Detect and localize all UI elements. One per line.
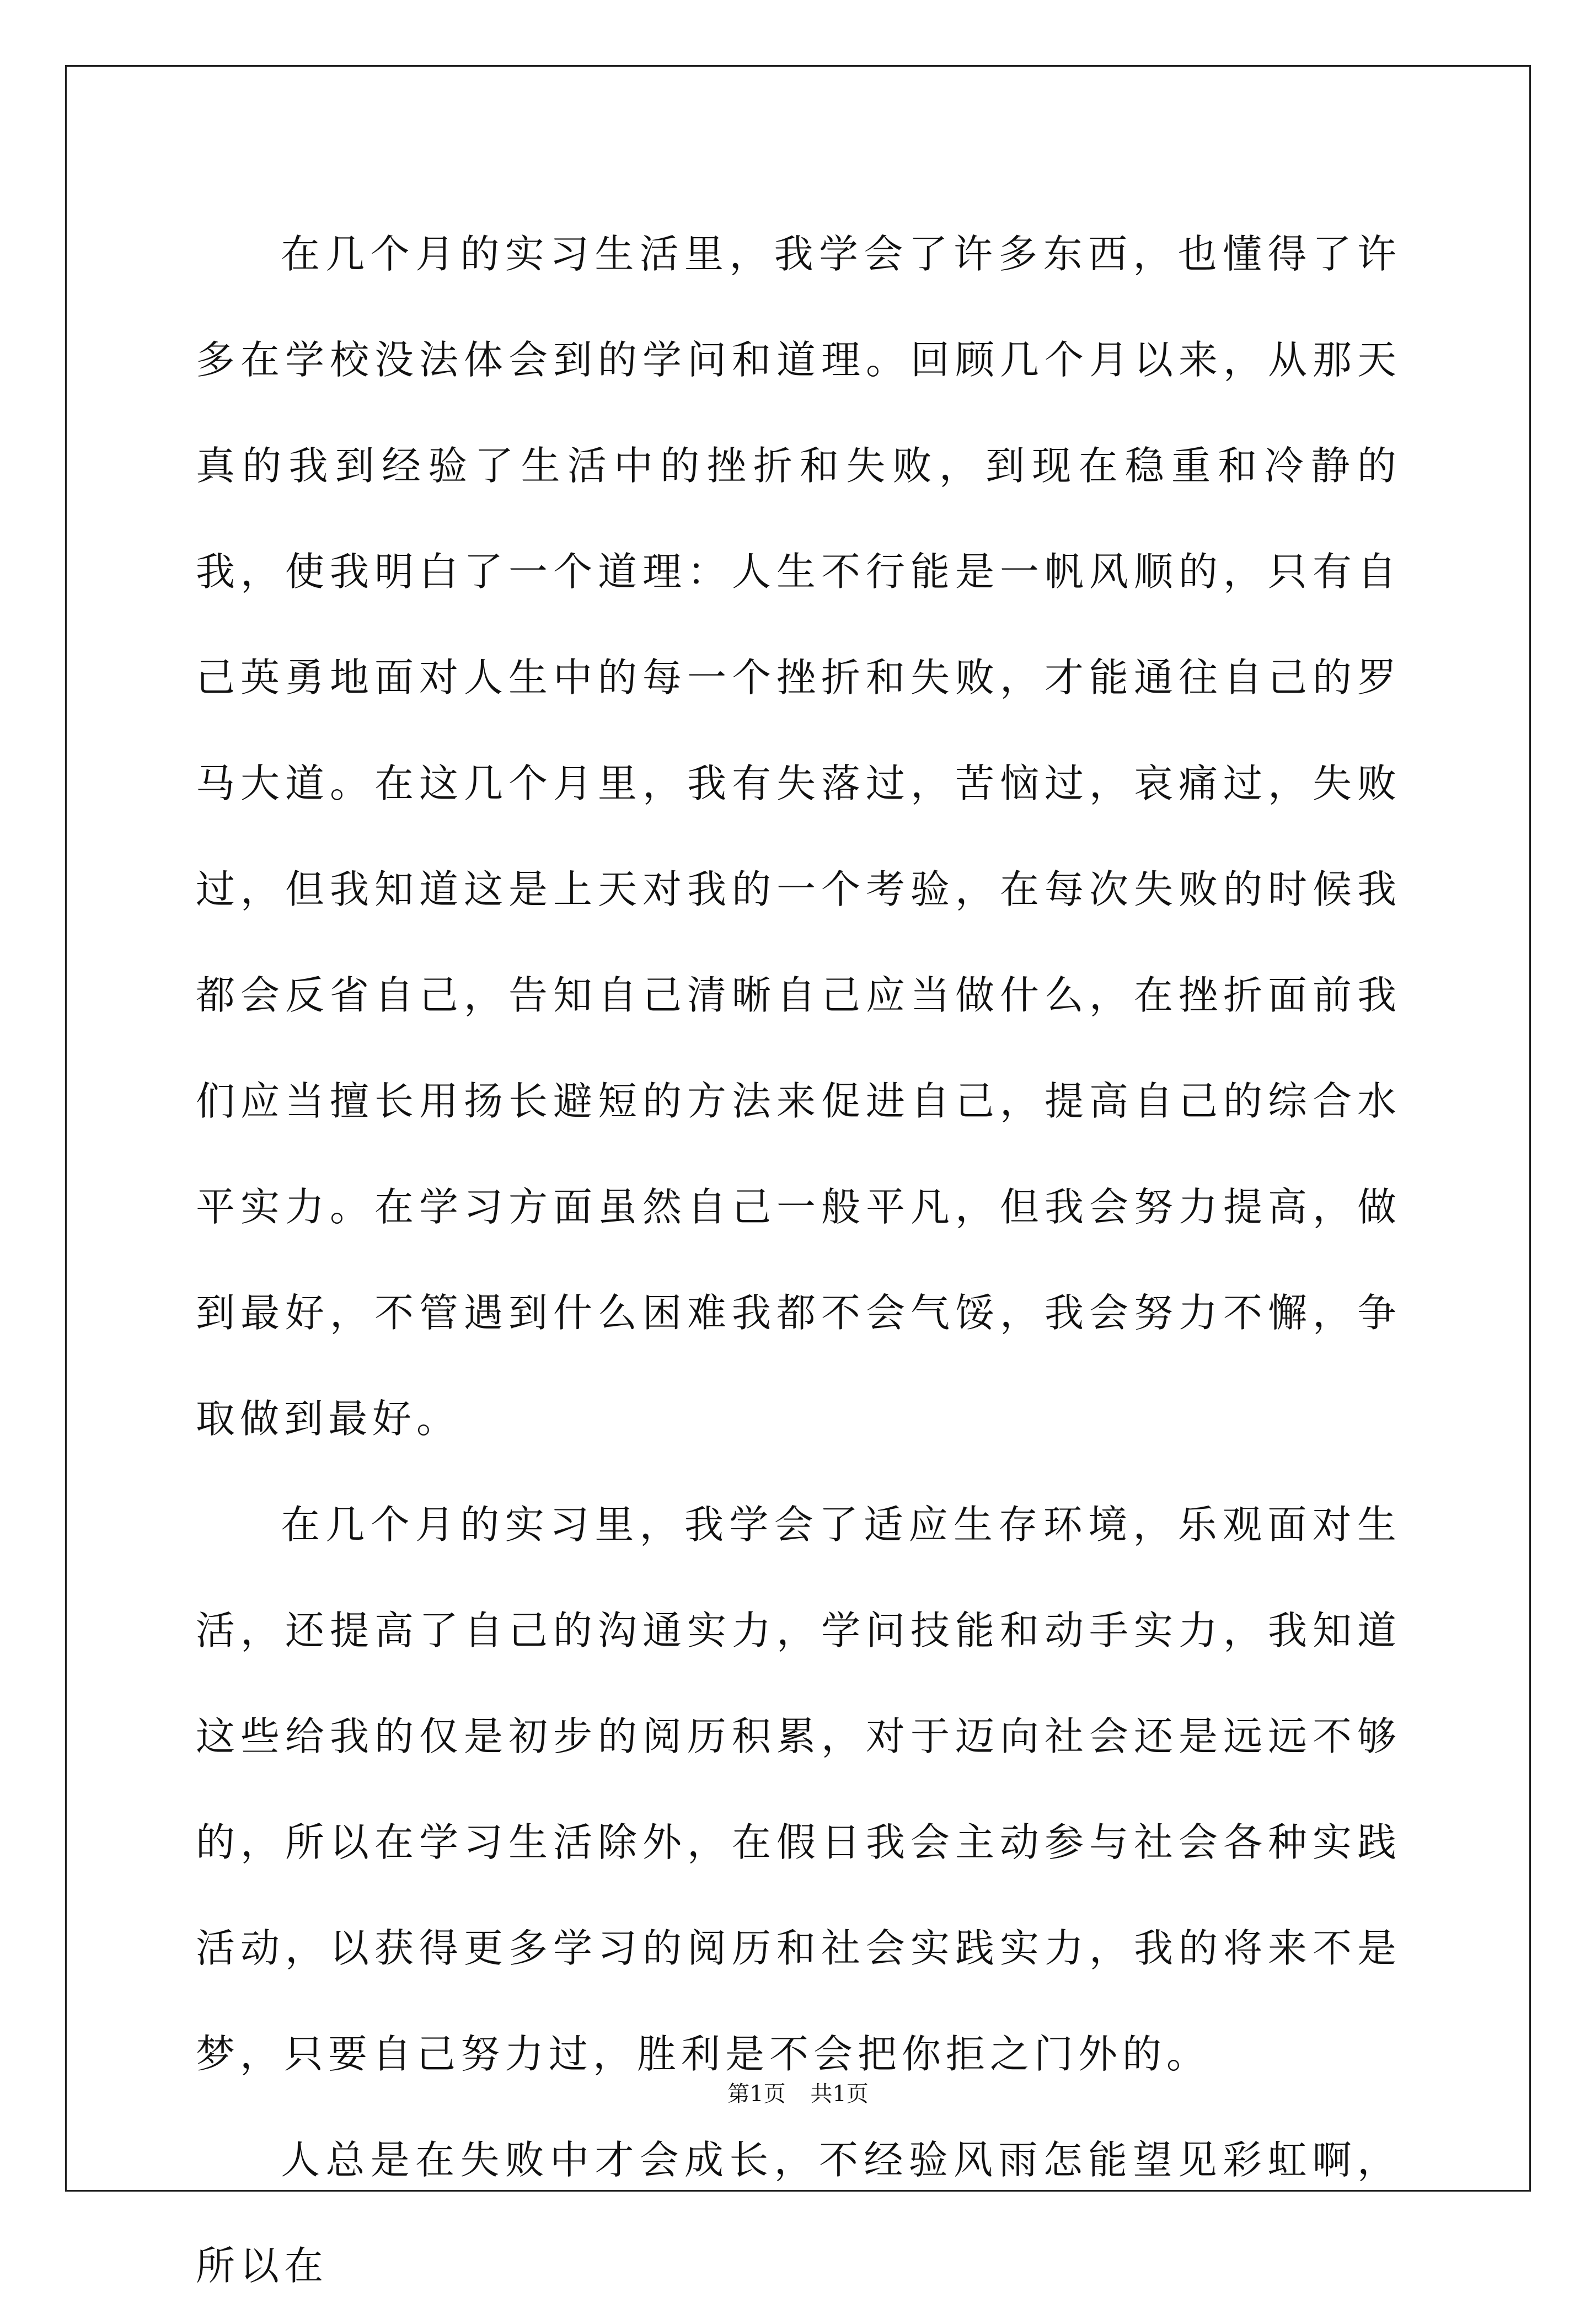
paragraph-1: 在几个月的实习生活里，我学会了许多东西，也懂得了许多在学校没法体会到的学问和道理。回顾几个月以来，从那天真的我到经验了生活中的挫折和失败，到现在稳重和冷静的我，使我明白了一个道理：人生不行能是一帆风顺的，只有自己英勇地面对人生中的每一个挫折和失败，才能通往自己的罗马大道。在这几个月里，我有失落过，苦恼过，哀痛过，失败过，但我知道这是上天对我的一个考验，在每次失败的时候我都会反省自己，告知自己清晰自己应当做什么，在挫折面前我们应当擅长用扬长避短的方法来促进自己，提高自己的综合水平实力。在学习方面虽然自己一般平凡，但我会努力提高，做到最好，不管遇到什么困难我都不会气馁，我会努力不懈，争取做到最好。 — [196, 231, 1401, 1442]
paragraph-2: 在几个月的实习里，我学会了适应生存环境，乐观面对生活，还提高了自己的沟通实力，学问技能和动手实力，我知道这些给我的仅是初步的阅历积累，对于迈向社会还是远远不够的，所以在学习生活除外，在假日我会主动参与社会各种实践活动，以获得更多学习的阅历和社会实践实力，我的将来不是梦，只要自己努力过，胜利是不会把你拒之门外的。 — [196, 1502, 1401, 2077]
page-number-total: 共1页 — [810, 2081, 869, 2107]
document-body — [196, 201, 1401, 2319]
page-number-current: 第1页 — [727, 2081, 786, 2107]
page-footer — [0, 2076, 1596, 2108]
paragraph-3: 人总是在失败中才会成长，不经验风雨怎能望见彩虹啊，所以在 — [196, 2137, 1401, 2289]
